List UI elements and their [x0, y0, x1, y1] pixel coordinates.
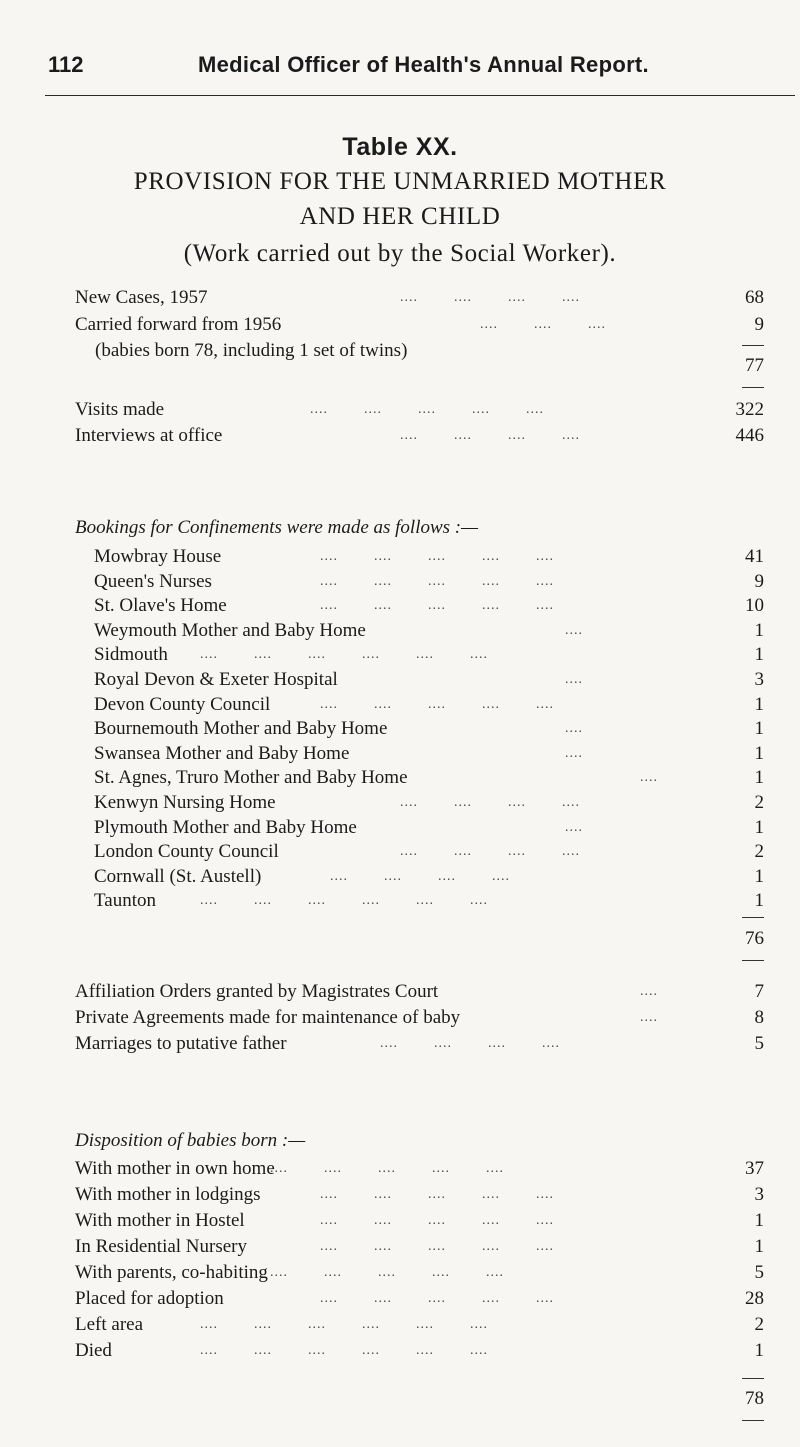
leader-dots: .... .... .... .... ....: [320, 1239, 554, 1254]
list-item: [0, 978, 800, 1006]
leader-dots: .... .... .... .... ....: [320, 598, 554, 614]
row-label: With mother in Hostel: [75, 1210, 245, 1231]
row-value: 1: [754, 890, 764, 912]
bookings-heading: Bookings for Confinements were made as follows :—: [75, 517, 479, 538]
row-label: With mother in own home: [75, 1158, 275, 1179]
leader-dots: .... .... .... .... ....: [320, 696, 554, 712]
page-number: 112: [48, 52, 84, 77]
row-label: Interviews at office: [75, 425, 223, 446]
leader-dots: .... .... .... .... .... ....: [200, 1343, 488, 1358]
row-label: Devon County Council: [94, 693, 271, 715]
list-item: Interviews at office .... .... .... .... 446: [0, 422, 800, 450]
leader-dots: .... .... .... ....: [400, 844, 580, 860]
row-label: London County Council: [94, 841, 279, 863]
row-label: Carried forward from 1956: [75, 314, 282, 335]
row-label: St. Agnes, Truro Mother and Baby Home: [94, 767, 408, 789]
row-value: 1: [754, 619, 764, 641]
row-label: Marriages to putative father: [75, 1033, 287, 1054]
row-label: In Residential Nursery: [75, 1236, 248, 1257]
row-value: 9: [754, 314, 764, 335]
list-item: [0, 337, 800, 365]
row-label: Queen's Nurses: [94, 570, 212, 592]
leader-dots: .... .... .... .... ....: [320, 1187, 554, 1202]
row-label: Placed for adoption: [75, 1288, 224, 1309]
leader-dots: ....: [565, 672, 583, 687]
leader-dots: .... .... .... .... ....: [270, 1265, 504, 1280]
list-item: [0, 1181, 800, 1209]
row-label: With mother in lodgings: [75, 1184, 261, 1205]
row-value: 1: [754, 816, 764, 838]
total-rule: [742, 960, 764, 961]
disposition-total: 78: [745, 1388, 764, 1409]
leader-dots: ....: [565, 622, 583, 638]
list-item: Visits made .... .... .... .... .... 322: [0, 396, 800, 424]
leader-dots: ....: [640, 770, 658, 786]
leader-dots: .... .... .... ....: [380, 1036, 560, 1051]
row-note: (babies born 78, including 1 set of twins): [95, 340, 408, 361]
leader-dots: .... .... .... .... .... ....: [200, 1317, 488, 1332]
row-value: 2: [754, 841, 764, 863]
subtotal-rule: [742, 1378, 764, 1379]
bookings-total: 76: [745, 928, 764, 949]
list-item: [0, 1311, 800, 1339]
leader-dots: .... .... .... ....: [400, 795, 580, 810]
row-label: Sidmouth: [94, 644, 168, 666]
row-label: Left area: [75, 1314, 144, 1335]
row-label: Plymouth Mother and Baby Home: [94, 816, 357, 838]
row-value: 1: [754, 742, 764, 764]
list-item: [0, 887, 800, 915]
leader-dots: .... .... .... ....: [330, 868, 510, 884]
row-label: Private Agreements made for maintenance of baby: [75, 1007, 461, 1028]
disposition-heading: Disposition of babies born :—: [75, 1130, 306, 1151]
row-value: 1: [754, 767, 764, 789]
table-label: Table XX.: [342, 133, 458, 161]
leader-dots: .... .... .... .... .... ....: [200, 647, 488, 663]
row-label: Affiliation Orders granted by Magistrates Court: [75, 981, 439, 1002]
leader-dots: ....: [565, 721, 583, 737]
row-value: 2: [754, 792, 764, 813]
leader-dots: .... .... .... .... ....: [270, 1161, 504, 1176]
row-label: Kenwyn Nursing Home: [94, 792, 276, 813]
row-value: 1: [754, 1210, 764, 1231]
leader-dots: ....: [565, 745, 583, 761]
row-value: 1: [754, 1340, 764, 1361]
row-value: 7: [754, 981, 764, 1002]
running-title: Medical Officer of Health's Annual Report.: [198, 52, 649, 77]
cases-total: 77: [745, 355, 764, 376]
list-item: [0, 1004, 800, 1032]
row-label: Cornwall (St. Austell): [94, 865, 262, 887]
row-label: Mowbray House: [94, 546, 222, 567]
row-value: 2: [754, 1314, 764, 1335]
page-header: [0, 50, 800, 90]
list-item: [0, 1233, 800, 1261]
leader-dots: .... .... .... .... .... ....: [200, 893, 488, 909]
leader-dots: ....: [565, 819, 583, 835]
header-rule: [45, 95, 795, 96]
list-item: [0, 1259, 800, 1287]
leader-dots: .... .... .... .... ....: [320, 549, 554, 564]
leader-dots: .... .... .... .... ....: [320, 1291, 554, 1306]
row-value: 5: [754, 1262, 764, 1283]
list-item: [0, 1285, 800, 1313]
leader-dots: .... .... .... .... ....: [320, 573, 554, 589]
list-item: New Cases, 1957 .... .... .... .... 68: [0, 284, 800, 312]
table-title-line-3: (Work carried out by the Social Worker).: [183, 240, 617, 267]
row-value: 446: [735, 425, 764, 446]
row-value: 5: [754, 1033, 764, 1054]
row-value: 37: [745, 1158, 764, 1179]
table-title-line-2: AND HER CHILD: [299, 203, 501, 230]
row-value: 28: [745, 1288, 764, 1309]
row-label: New Cases, 1957: [75, 287, 208, 308]
total-rule: [742, 387, 764, 388]
list-item: [0, 1337, 800, 1365]
row-value: 322: [735, 399, 764, 420]
list-item: [0, 1030, 800, 1058]
list-item: [0, 1155, 800, 1183]
row-value: 1: [754, 1236, 764, 1257]
list-item: Carried forward from 1956 .... .... .... 9: [0, 311, 800, 339]
row-label: Taunton: [94, 890, 156, 912]
row-label: Visits made: [75, 399, 165, 420]
row-label: Swansea Mother and Baby Home: [94, 742, 350, 764]
row-label: Royal Devon & Exeter Hospital: [94, 669, 338, 690]
row-value: 3: [754, 669, 764, 690]
table-title-line-1: PROVISION FOR THE UNMARRIED MOTHER: [133, 168, 667, 195]
row-value: 9: [754, 570, 764, 592]
total-rule: [742, 1420, 764, 1421]
row-value: 10: [745, 595, 764, 617]
row-label: Weymouth Mother and Baby Home: [94, 619, 366, 641]
leader-dots: ....: [640, 1010, 658, 1025]
row-value: 1: [754, 644, 764, 666]
subtotal-rule: [742, 917, 764, 918]
row-label: Bournemouth Mother and Baby Home: [94, 718, 388, 740]
row-value: 1: [754, 865, 764, 887]
row-value: 3: [754, 1184, 764, 1205]
row-value: 41: [745, 546, 764, 567]
row-value: 68: [745, 287, 764, 308]
row-value: 1: [754, 693, 764, 715]
leader-dots: .... .... .... .... ....: [320, 1213, 554, 1228]
row-value: 8: [754, 1007, 764, 1028]
row-label: Died: [75, 1340, 112, 1361]
leader-dots: ....: [640, 984, 658, 999]
row-value: 1: [754, 718, 764, 740]
list-item: [0, 1207, 800, 1235]
row-label: St. Olave's Home: [94, 595, 227, 617]
row-label: With parents, co-habiting: [75, 1262, 268, 1283]
subtotal-rule: [742, 345, 764, 346]
